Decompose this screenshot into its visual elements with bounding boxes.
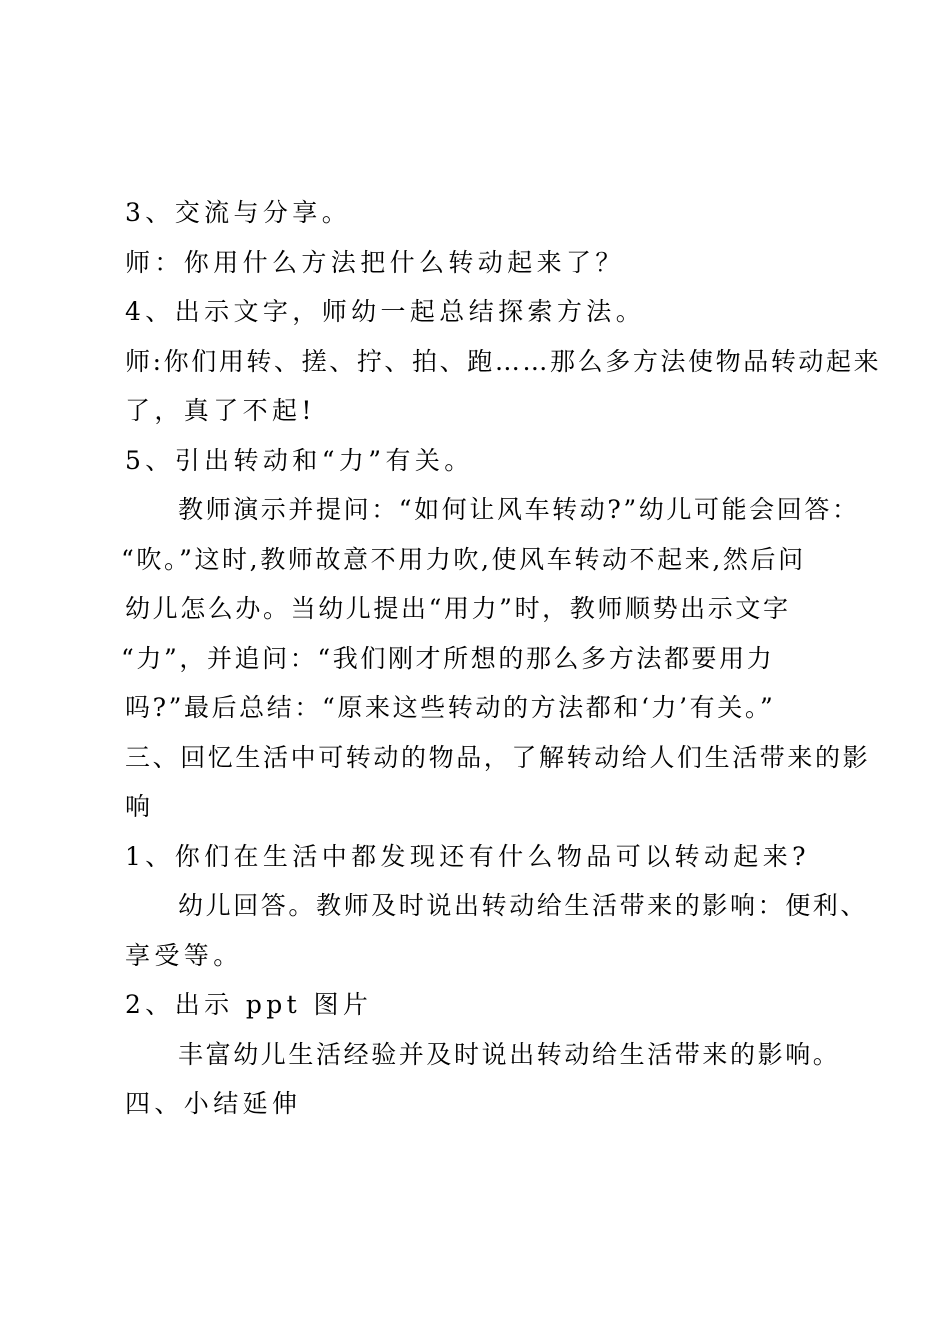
section-4-heading: 四、小结延伸 [125, 1089, 302, 1118]
document-body [121, 188, 882, 1129]
demo-paragraph-line-2: “吹。”这时,教师故意不用力吹,使风车转动不起来,然后问 [121, 544, 806, 574]
question-1-line: 1、你们在生活中都发现还有什么物品可以转动起来? [125, 841, 810, 871]
step-2-ppt-heading: 2、出示 ppt 图片 [125, 990, 373, 1019]
answer-paragraph-line-1: 幼儿回答。教师及时说出转动给生活带来的影响：便利、 [178, 891, 869, 920]
teacher-question-line: 师：你用什么方法把什么转动起来了？ [125, 247, 625, 277]
demo-paragraph-line-3: 幼儿怎么办。当幼儿提出“用力”时，教师顺势出示文字 [125, 594, 791, 623]
enrich-experience-line: 丰富幼儿生活经验并及时说出转动给生活带来的影响。 [178, 1039, 841, 1069]
teacher-summary-line-continued: 了，真了不起! [125, 396, 316, 425]
section-3-heading-continued: 响 [125, 792, 155, 821]
step-3-heading: 3、交流与分享。 [125, 198, 352, 227]
step-4-heading: 4、出示文字，师幼一起总结探索方法。 [125, 297, 646, 326]
demo-paragraph-line-4: “力”，并追问：“我们刚才所想的那么多方法都要用力 [121, 643, 775, 673]
demo-paragraph-line-5: 吗?”最后总结：“原来这些转动的方法都和‘力’有关。” [125, 693, 776, 722]
step-5-heading: 5、引出转动和“力”有关。 [125, 445, 474, 475]
teacher-summary-line: 师:你们用转、搓、拧、拍、跑……那么多方法使物品转动起来 [125, 346, 882, 376]
section-3-heading: 三、回忆生活中可转动的物品，了解转动给人们生活带来的影 [125, 742, 871, 772]
answer-paragraph-line-2: 享受等。 [125, 940, 243, 970]
demo-paragraph-line-1: 教师演示并提问：“如何让风车转动?”幼儿可能会回答： [178, 495, 860, 524]
